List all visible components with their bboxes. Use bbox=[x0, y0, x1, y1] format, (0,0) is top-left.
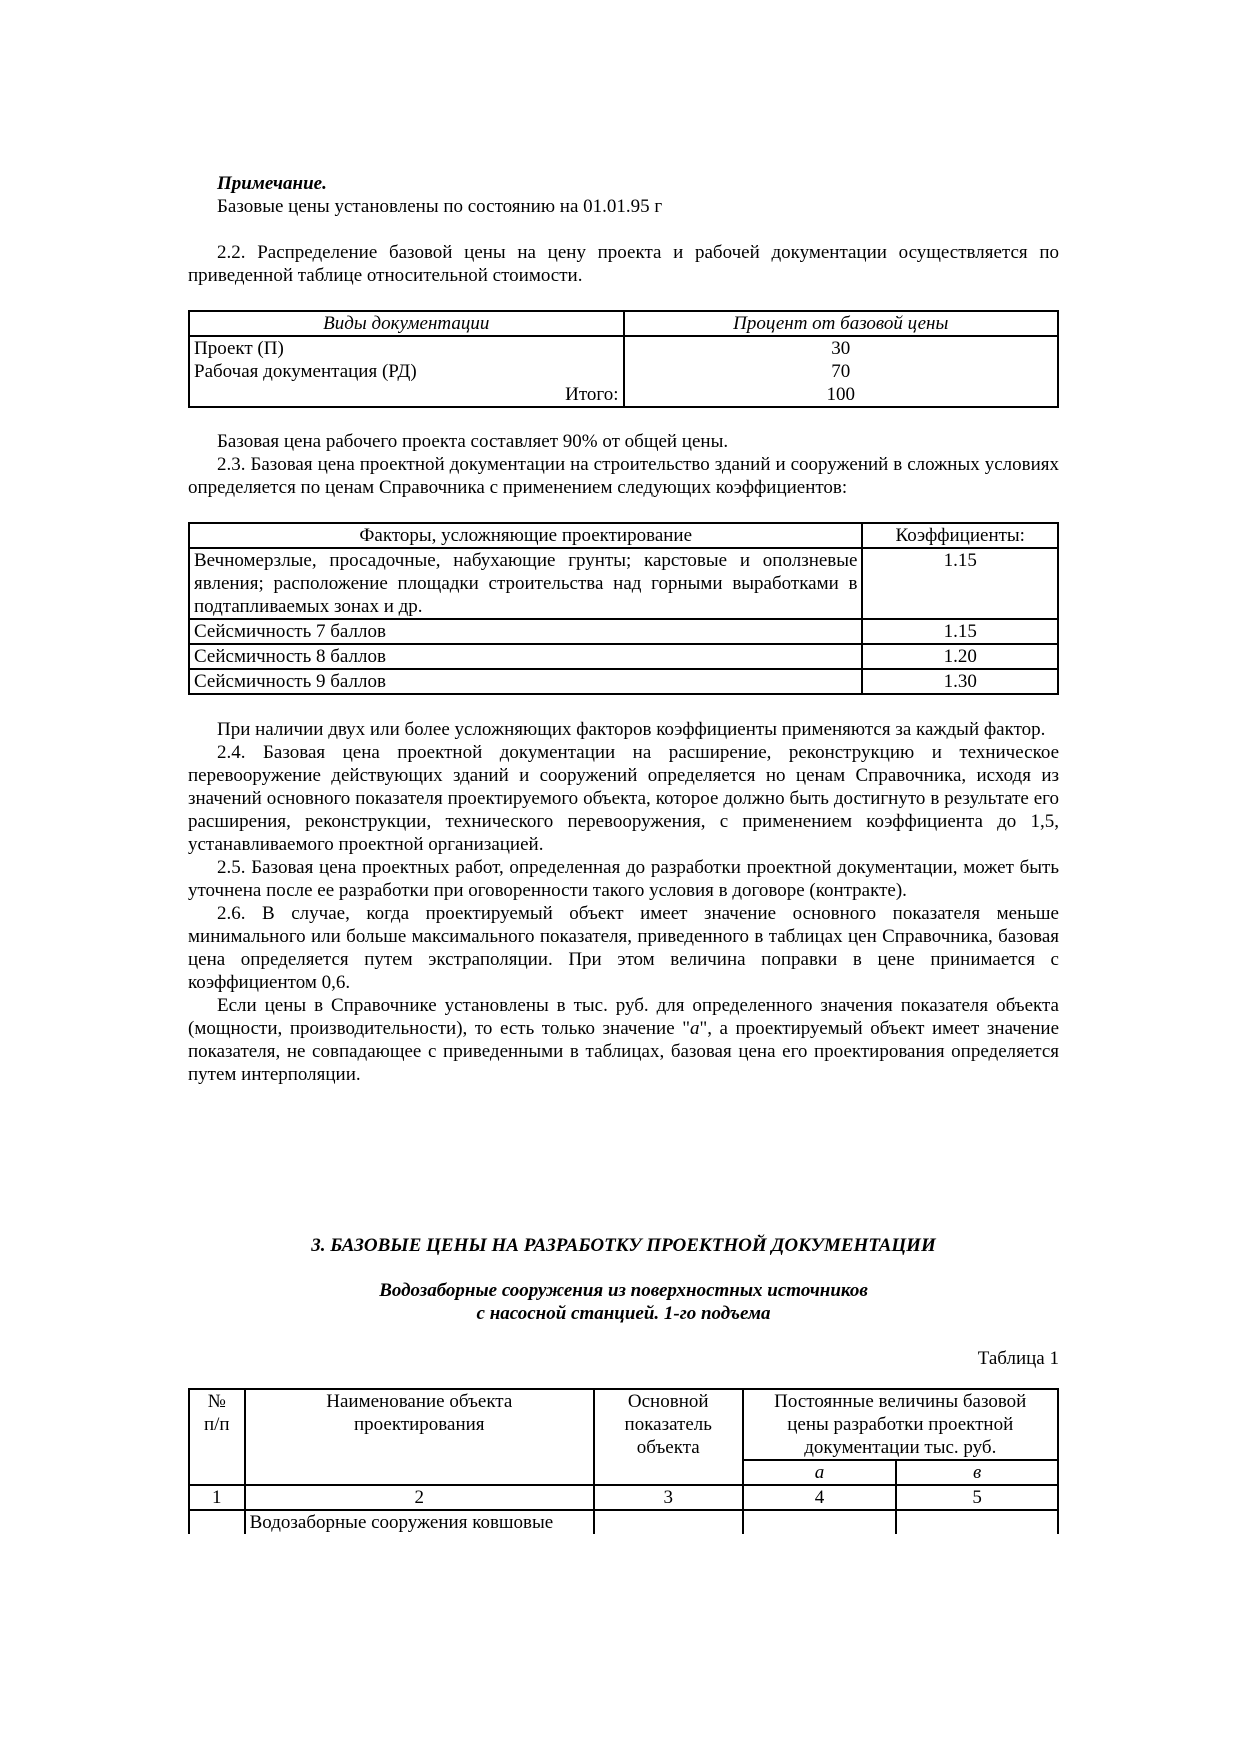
table-header: Виды документации bbox=[189, 311, 624, 336]
table-cell: 70 bbox=[624, 360, 1059, 383]
paragraph-2-5: 2.5. Базовая цена проектных работ, определенная до разработки проектной документации, может быть уточнена после ее разработки при оговоренности такого условия в договоре (контракте). bbox=[188, 857, 1059, 901]
table-row bbox=[189, 336, 1058, 360]
table-cell bbox=[594, 1510, 743, 1534]
header-text: № bbox=[207, 1391, 226, 1412]
italic-value: а bbox=[689, 1018, 700, 1039]
column-number: 4 bbox=[743, 1485, 897, 1510]
note-title: Примечание. bbox=[217, 173, 327, 194]
table-cell bbox=[743, 1510, 897, 1534]
table-cell bbox=[189, 1510, 245, 1534]
paragraph-2-4: 2.4. Базовая цена проектной документации на расширение, реконструкцию и техническое перевооружение действующих зданий и сооружений определяется но ценам Справочника, исходя из значений основного показателя проектируемого объекта, которое должно быть достигнуто в результате его расширения, реконструкции, технического перевооружения, с применением коэффициента до 1,5, устанавливаемого проектной организацией. bbox=[188, 742, 1059, 855]
table-cell: Сейсмичность 7 баллов bbox=[189, 619, 862, 644]
header-text: Постоянные величины базовой bbox=[774, 1391, 1027, 1412]
header-text: Основной bbox=[627, 1391, 709, 1412]
table-cell: Рабочая документация (РД) bbox=[189, 360, 624, 383]
table-cell bbox=[896, 1510, 1058, 1534]
text-span: ", а проектируемый объект имеет значение показателя, не совпадающее с приведенными в таблицах, базовая цена его проектирования определяется путем интерполяции. bbox=[188, 1018, 1060, 1085]
paragraph-interpolation bbox=[188, 994, 1059, 1086]
header-num bbox=[189, 1389, 245, 1485]
header-text: объекта bbox=[636, 1437, 700, 1458]
header-name bbox=[245, 1389, 594, 1485]
table-cell: 1.15 bbox=[862, 619, 1058, 644]
note-text: Базовые цены установлены по состоянию на 01.01.95 г bbox=[217, 196, 663, 217]
paragraph-2-6: 2.6. В случае, когда проектируемый объект имеет значение основного показателя меньше минимального или больше максимального показателя, приведенного в таблицах цен Справочника, базовая цена определяется путем экстраполяции. При этом величина поправки в цене принимается с коэффициентом 0,6. bbox=[188, 903, 1059, 993]
table-header: Коэффициенты: bbox=[862, 523, 1058, 548]
document-page bbox=[188, 172, 1059, 1534]
base-prices-table bbox=[188, 1388, 1059, 1534]
table-cell: 1.15 bbox=[862, 548, 1058, 619]
table-subtitle-line2: с насосной станцией. 1-го подъема bbox=[476, 1303, 771, 1324]
column-number: 2 bbox=[245, 1485, 594, 1510]
table-row bbox=[189, 1510, 1058, 1534]
table-row bbox=[189, 644, 1058, 669]
table-row bbox=[189, 619, 1058, 644]
table-row bbox=[189, 383, 1058, 407]
table-cell: 30 bbox=[624, 336, 1059, 360]
table-cell: 1.30 bbox=[862, 669, 1058, 694]
header-text: документации тыс. руб. bbox=[804, 1437, 997, 1458]
header-text: п/п bbox=[203, 1414, 230, 1435]
documentation-percent-table bbox=[188, 310, 1059, 408]
column-number-row bbox=[189, 1485, 1058, 1510]
table-cell: Проект (П) bbox=[189, 336, 624, 360]
table-row bbox=[189, 360, 1058, 383]
paragraph-multiple-factors: При наличии двух или более усложняющих факторов коэффициенты применяются за каждый фактор. bbox=[217, 719, 1046, 740]
text-span: Если цены в Справочнике установлены в тыс. руб. для определенного значения показателя объекта (мощности, производительности), то есть только значение " bbox=[188, 995, 1059, 1039]
header-indicator bbox=[594, 1389, 743, 1485]
header-text: проектирования bbox=[354, 1414, 485, 1435]
table-cell: 1.20 bbox=[862, 644, 1058, 669]
table-subtitle-line1: Водозаборные сооружения из поверхностных источников bbox=[379, 1280, 868, 1301]
coefficients-table bbox=[188, 522, 1059, 695]
header-text: цены разработки проектной bbox=[787, 1414, 1014, 1435]
table-cell: Вечномерзлые, просадочные, набухающие грунты; карстовые и оползневые явления; расположение площадки строительства над горными выработками в подтапливаемых зонах и др. bbox=[189, 548, 862, 619]
column-number: 5 bbox=[896, 1485, 1058, 1510]
table-cell: Сейсмичность 9 баллов bbox=[189, 669, 862, 694]
column-number: 3 bbox=[594, 1485, 743, 1510]
table-cell: Итого: bbox=[189, 383, 624, 407]
table-row bbox=[189, 669, 1058, 694]
section-title: 3. БАЗОВЫЕ ЦЕНЫ НА РАЗРАБОТКУ ПРОЕКТНОЙ ДОКУМЕНТАЦИИ bbox=[311, 1235, 936, 1256]
column-number: 1 bbox=[189, 1485, 245, 1510]
paragraph-2-2: 2.2. Распределение базовой цены на цену проекта и рабочей документации осуществляется по приведенной таблице относительной стоимости. bbox=[188, 242, 1059, 286]
header-text: показатель bbox=[624, 1414, 712, 1435]
paragraph-2-3: 2.3. Базовая цена проектной документации на строительство зданий и сооружений в сложных условиях определяется по ценам Справочника с применением следующих коэффициентов: bbox=[188, 454, 1059, 498]
header-a: а bbox=[743, 1460, 897, 1485]
table-header: Процент от базовой цены bbox=[624, 311, 1059, 336]
header-text: Наименование объекта bbox=[326, 1391, 513, 1412]
table-cell: Водозаборные сооружения ковшовые bbox=[245, 1510, 594, 1534]
header-b: в bbox=[896, 1460, 1058, 1485]
paragraph-base-90: Базовая цена рабочего проекта составляет 90% от общей цены. bbox=[217, 431, 729, 452]
header-constants bbox=[743, 1389, 1058, 1460]
table-row bbox=[189, 548, 1058, 619]
table-cell: 100 bbox=[624, 383, 1059, 407]
table-cell: Сейсмичность 8 баллов bbox=[189, 644, 862, 669]
table-header: Факторы, усложняющие проектирование bbox=[189, 523, 862, 548]
table-label: Таблица 1 bbox=[977, 1348, 1059, 1369]
